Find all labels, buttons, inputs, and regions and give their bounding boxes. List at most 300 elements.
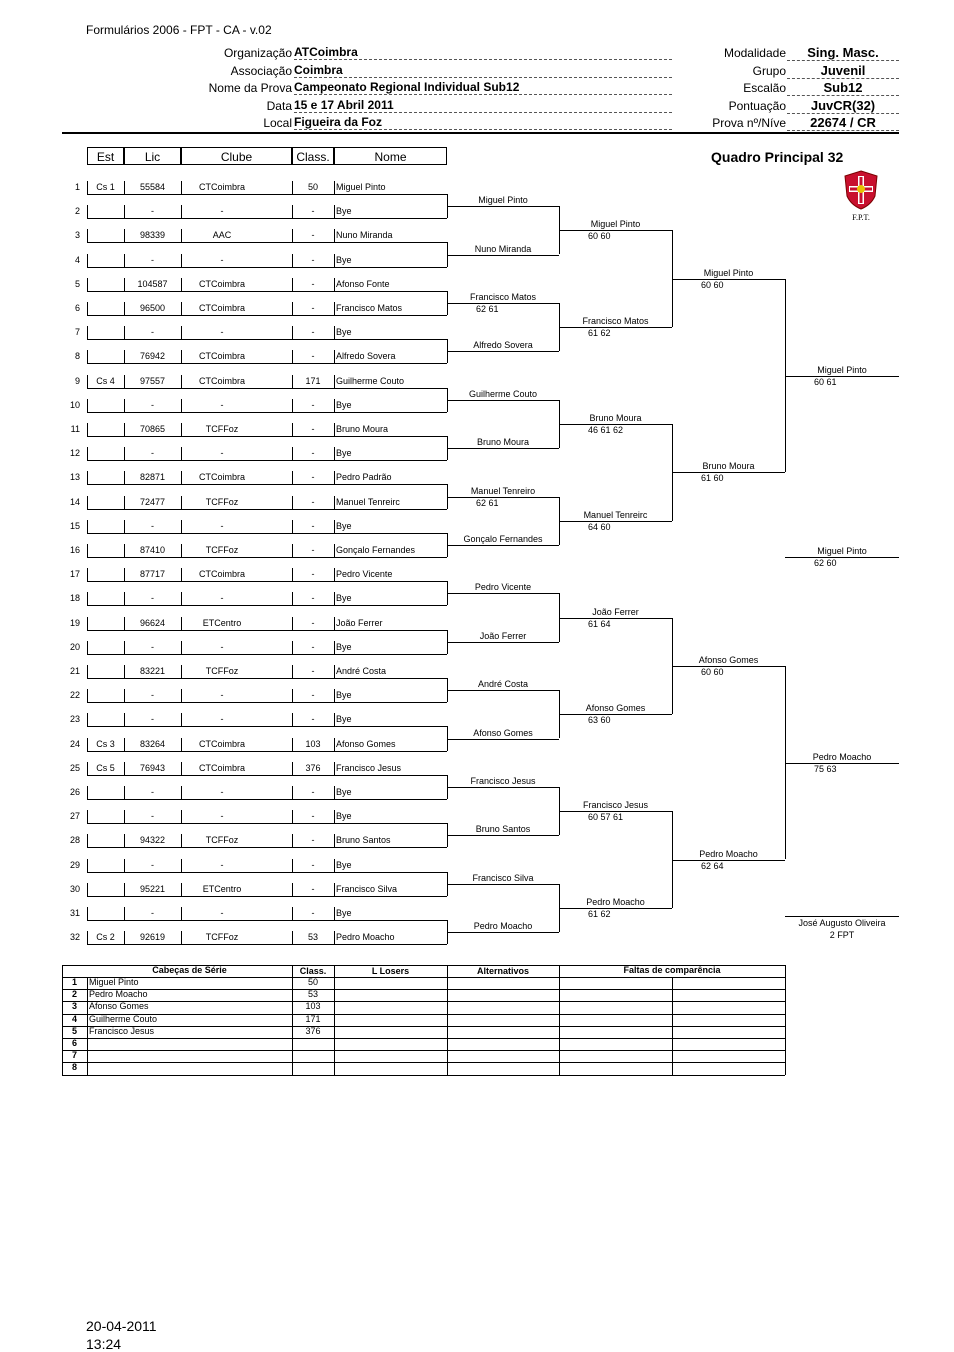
row-line bbox=[87, 920, 447, 921]
player-name: Afonso Gomes bbox=[336, 738, 396, 749]
cell-divider bbox=[124, 713, 125, 726]
cell-divider bbox=[292, 278, 293, 291]
cell-divider bbox=[181, 762, 182, 775]
cell-divider bbox=[124, 786, 125, 799]
seeds-row-line bbox=[62, 1075, 785, 1076]
row-line bbox=[87, 315, 447, 316]
header-value: JuvCR(32) bbox=[787, 98, 899, 114]
cell-divider bbox=[181, 713, 182, 726]
match-winner: Bruno Moura bbox=[702, 461, 755, 472]
cell-divider bbox=[124, 834, 125, 847]
cell-divider bbox=[181, 447, 182, 460]
match-winner: Pedro Moacho bbox=[699, 848, 758, 859]
cell-divider bbox=[181, 229, 182, 242]
license-cell: 72477 bbox=[139, 496, 166, 507]
license-cell: - bbox=[151, 593, 154, 604]
cell-divider bbox=[181, 834, 182, 847]
player-name: Guilherme Couto bbox=[336, 375, 405, 386]
club-cell: CTCoimbra bbox=[198, 762, 245, 773]
row-number: 31 bbox=[69, 908, 80, 918]
match-winner: Alfredo Sovera bbox=[473, 340, 533, 351]
cell-divider bbox=[292, 568, 293, 581]
cell-divider bbox=[181, 254, 182, 267]
seed-class: 103 bbox=[305, 1001, 321, 1012]
cell-divider bbox=[334, 326, 335, 339]
class-cell: - bbox=[311, 496, 315, 507]
club-cell: TCFFoz bbox=[205, 496, 239, 507]
license-cell: 70865 bbox=[139, 424, 166, 434]
club-cell: TCFFoz bbox=[205, 666, 239, 676]
license-cell: 87410 bbox=[139, 545, 166, 555]
club-cell: CTCoimbra bbox=[198, 351, 245, 362]
row-number: 14 bbox=[69, 496, 80, 507]
license-cell: 87717 bbox=[139, 569, 166, 580]
match-score: 62 61 bbox=[476, 303, 499, 314]
cell-divider bbox=[334, 907, 335, 920]
seed-cell: Cs 4 bbox=[96, 375, 115, 386]
match-score: 64 60 bbox=[588, 521, 611, 532]
player-name: Bruno Santos bbox=[336, 835, 391, 846]
match-winner: Guilherme Couto bbox=[468, 388, 538, 399]
seed-name: Miguel Pinto bbox=[89, 977, 139, 987]
match-winner: Pedro Moacho bbox=[812, 751, 872, 762]
license-cell: 83221 bbox=[139, 666, 166, 676]
cell-divider bbox=[334, 592, 335, 605]
seeds-col-line bbox=[87, 977, 88, 1075]
match-winner: Miguel Pinto bbox=[817, 546, 867, 556]
cell-divider bbox=[124, 641, 125, 654]
cell-divider bbox=[292, 883, 293, 896]
class-cell: - bbox=[311, 520, 315, 531]
player-name: Bye bbox=[336, 399, 352, 410]
class-cell: - bbox=[311, 690, 315, 701]
match-score: 61 62 bbox=[588, 908, 611, 919]
cell-divider bbox=[87, 471, 88, 484]
cell-divider bbox=[87, 326, 88, 339]
cell-divider bbox=[292, 229, 293, 242]
license-cell: - bbox=[151, 448, 154, 459]
player-name: Nuno Miranda bbox=[336, 230, 393, 241]
cell-divider bbox=[334, 834, 335, 847]
bracket-line bbox=[447, 884, 559, 885]
cell-divider bbox=[292, 641, 293, 654]
cell-divider bbox=[124, 326, 125, 339]
club-cell: - bbox=[220, 908, 224, 918]
player-name: João Ferrer bbox=[336, 617, 383, 628]
row-line bbox=[87, 630, 447, 631]
cell-divider bbox=[181, 399, 182, 412]
cell-divider bbox=[181, 278, 182, 291]
cell-divider bbox=[292, 181, 293, 194]
match-winner: Francisco Matos bbox=[469, 291, 537, 302]
cell-divider bbox=[334, 641, 335, 654]
bracket-line bbox=[447, 206, 559, 207]
player-name: Bye bbox=[336, 641, 352, 652]
class-cell: - bbox=[311, 908, 315, 918]
row-line bbox=[87, 775, 447, 776]
cell-divider bbox=[124, 689, 125, 702]
row-line bbox=[87, 267, 447, 268]
cell-divider bbox=[292, 520, 293, 533]
header-divider bbox=[62, 132, 899, 134]
row-number: 11 bbox=[70, 424, 80, 434]
seeds-col-line bbox=[672, 977, 673, 1075]
cell-divider bbox=[181, 471, 182, 484]
cell-divider bbox=[87, 399, 88, 412]
cell-divider bbox=[334, 762, 335, 775]
seed-number: 7 bbox=[71, 1050, 77, 1061]
column-header-nome: Nome bbox=[334, 147, 447, 165]
header-label: Nome da Prova bbox=[208, 81, 292, 95]
player-name: Pedro Vicente bbox=[336, 569, 393, 580]
cell-divider bbox=[181, 496, 182, 509]
cell-divider bbox=[87, 496, 88, 509]
cell-divider bbox=[181, 326, 182, 339]
header-value: Sing. Masc. bbox=[787, 45, 899, 61]
row-number: 19 bbox=[69, 617, 80, 628]
cell-divider bbox=[87, 859, 88, 872]
row-line bbox=[87, 460, 447, 461]
cell-divider bbox=[181, 423, 182, 436]
class-cell: 50 bbox=[307, 182, 318, 192]
cell-divider bbox=[87, 447, 88, 460]
license-cell: - bbox=[151, 787, 154, 797]
seeds-col-line bbox=[334, 965, 335, 1075]
cell-divider bbox=[292, 544, 293, 557]
license-cell: - bbox=[151, 327, 154, 338]
cell-divider bbox=[334, 810, 335, 823]
row-line bbox=[87, 218, 447, 219]
header-label: Data bbox=[266, 98, 292, 113]
license-cell: - bbox=[151, 908, 154, 918]
cell-divider bbox=[124, 859, 125, 872]
player-name: Bye bbox=[336, 448, 352, 459]
cell-divider bbox=[87, 423, 88, 436]
header-label: Grupo bbox=[752, 63, 786, 78]
match-winner: Gonçalo Fernandes bbox=[463, 533, 543, 544]
class-cell: - bbox=[311, 666, 315, 676]
cell-divider bbox=[124, 568, 125, 581]
row-number: 20 bbox=[69, 641, 80, 652]
cell-divider bbox=[334, 520, 335, 533]
match-score: 61 64 bbox=[588, 618, 611, 629]
club-cell: - bbox=[220, 787, 224, 797]
license-cell: 55584 bbox=[139, 182, 166, 192]
row-line bbox=[87, 436, 447, 437]
header-value: Juvenil bbox=[787, 63, 899, 79]
class-cell: - bbox=[311, 714, 315, 725]
club-cell: - bbox=[220, 448, 224, 459]
seeds-col-line bbox=[447, 965, 448, 1075]
class-cell: - bbox=[311, 617, 315, 628]
class-cell: - bbox=[311, 327, 315, 338]
class-cell: - bbox=[311, 448, 315, 459]
row-line bbox=[87, 194, 447, 195]
cell-divider bbox=[124, 883, 125, 896]
class-cell: - bbox=[311, 835, 315, 846]
cell-divider bbox=[87, 786, 88, 799]
match-winner: João Ferrer bbox=[479, 630, 527, 641]
cell-divider bbox=[334, 665, 335, 678]
class-cell: - bbox=[311, 351, 315, 362]
cell-divider bbox=[124, 544, 125, 557]
match-winner: Francisco Matos bbox=[582, 316, 649, 327]
header-value: Coimbra bbox=[294, 63, 672, 78]
row-line bbox=[87, 799, 447, 800]
player-name: Manuel Tenreirc bbox=[336, 496, 400, 507]
header-value: Campeonato Regional Individual Sub12 bbox=[294, 80, 672, 95]
cell-divider bbox=[334, 254, 335, 267]
license-cell: - bbox=[151, 714, 154, 725]
cell-divider bbox=[181, 931, 182, 944]
match-score: 60 61 bbox=[814, 376, 837, 387]
match-winner: Manuel Tenreiro bbox=[470, 485, 536, 496]
club-cell: CTCoimbra bbox=[198, 375, 245, 386]
row-number: 5 bbox=[74, 278, 80, 289]
seed-number: 2 bbox=[71, 989, 77, 1000]
player-name: Bye bbox=[336, 690, 352, 701]
match-score: 63 60 bbox=[588, 715, 611, 726]
club-cell: AAC bbox=[212, 230, 232, 241]
club-cell: CTCoimbra bbox=[198, 278, 245, 289]
cell-divider bbox=[292, 423, 293, 436]
club-cell: CTCoimbra bbox=[198, 472, 245, 483]
player-name: Pedro Padrão bbox=[336, 472, 392, 483]
row-line bbox=[87, 751, 447, 752]
club-cell: - bbox=[220, 593, 224, 604]
alternates-header: Alternativos bbox=[476, 966, 529, 976]
player-name: Pedro Moacho bbox=[336, 932, 395, 943]
cell-divider bbox=[124, 302, 125, 315]
class-cell: - bbox=[311, 278, 315, 289]
cell-divider bbox=[181, 350, 182, 363]
club-cell: ETCentro bbox=[202, 883, 242, 894]
player-name: Francisco Jesus bbox=[336, 762, 402, 773]
class-cell: - bbox=[311, 254, 315, 265]
header-label: Local bbox=[263, 116, 292, 130]
club-cell: TCFFoz bbox=[205, 545, 239, 555]
seeds-col-line bbox=[559, 965, 560, 1075]
row-line bbox=[87, 823, 447, 824]
cell-divider bbox=[334, 786, 335, 799]
row-number: 10 bbox=[69, 399, 80, 410]
class-cell: - bbox=[311, 206, 315, 217]
club-cell: ETCentro bbox=[202, 617, 242, 628]
row-number: 15 bbox=[69, 520, 80, 531]
club-cell: - bbox=[220, 254, 224, 265]
player-name: Bye bbox=[336, 327, 352, 338]
cell-divider bbox=[181, 520, 182, 533]
row-line bbox=[87, 291, 447, 292]
cell-divider bbox=[124, 423, 125, 436]
club-cell: - bbox=[220, 399, 224, 410]
seed-cell: Cs 1 bbox=[96, 182, 115, 192]
match-score: 60 60 bbox=[701, 279, 724, 290]
player-name: Bye bbox=[336, 714, 352, 725]
cell-divider bbox=[124, 738, 125, 751]
cell-divider bbox=[124, 399, 125, 412]
row-number: 4 bbox=[74, 254, 80, 265]
bracket-line bbox=[447, 642, 559, 643]
footer-time: 13:24 bbox=[86, 1336, 122, 1352]
match-winner: Pedro Vicente bbox=[474, 582, 532, 593]
seed-class: 171 bbox=[305, 1013, 321, 1024]
match-score: 60 60 bbox=[701, 666, 724, 677]
cell-divider bbox=[292, 447, 293, 460]
cell-divider bbox=[181, 665, 182, 678]
cell-divider bbox=[334, 496, 335, 509]
cell-divider bbox=[334, 229, 335, 242]
club-cell: - bbox=[220, 859, 224, 870]
cell-divider bbox=[334, 738, 335, 751]
seed-cell: Cs 5 bbox=[96, 762, 115, 773]
cell-divider bbox=[292, 471, 293, 484]
seed-number: 4 bbox=[71, 1013, 77, 1024]
club-cell: CTCoimbra bbox=[198, 182, 245, 192]
cell-divider bbox=[181, 859, 182, 872]
cell-divider bbox=[292, 617, 293, 630]
class-cell: - bbox=[311, 399, 315, 410]
seed-name: Guilherme Couto bbox=[89, 1013, 158, 1024]
cell-divider bbox=[334, 568, 335, 581]
seeds-col-line bbox=[785, 965, 786, 1075]
cell-divider bbox=[87, 931, 88, 944]
license-cell: - bbox=[151, 690, 154, 701]
row-line bbox=[87, 533, 447, 534]
column-header-class: Class. bbox=[292, 147, 334, 165]
cell-divider bbox=[292, 350, 293, 363]
bracket-line bbox=[447, 690, 559, 691]
player-name: Bye bbox=[336, 520, 352, 531]
cell-divider bbox=[292, 496, 293, 509]
class-cell: - bbox=[311, 472, 315, 483]
bracket-line bbox=[447, 593, 559, 594]
match-winner: Bruno Moura bbox=[589, 412, 642, 423]
row-number: 2 bbox=[74, 206, 80, 217]
cell-divider bbox=[87, 834, 88, 847]
seed-name: Francisco Jesus bbox=[89, 1025, 155, 1036]
match-score: 60 57 61 bbox=[588, 812, 624, 823]
cell-divider bbox=[181, 883, 182, 896]
match-winner: Bruno Santos bbox=[475, 824, 531, 835]
license-cell: 83264 bbox=[139, 738, 166, 749]
losers-header: L Losers bbox=[371, 966, 410, 976]
match-winner: André Costa bbox=[477, 679, 529, 690]
row-number: 6 bbox=[74, 303, 80, 313]
cell-divider bbox=[124, 181, 125, 194]
club-cell: TCFFoz bbox=[205, 932, 239, 943]
match-winner: João Ferrer bbox=[592, 606, 639, 617]
cell-divider bbox=[292, 302, 293, 315]
class-cell: - bbox=[311, 883, 315, 894]
bracket-line bbox=[447, 351, 559, 352]
cell-divider bbox=[124, 762, 125, 775]
cell-divider bbox=[124, 496, 125, 509]
player-name: Gonçalo Fernandes bbox=[336, 545, 416, 555]
bracket-line bbox=[447, 400, 559, 401]
cell-divider bbox=[124, 278, 125, 291]
cell-divider bbox=[181, 302, 182, 315]
cell-divider bbox=[124, 229, 125, 242]
cell-divider bbox=[292, 762, 293, 775]
row-line bbox=[87, 944, 447, 945]
column-header-clube: Clube bbox=[181, 147, 292, 165]
cell-divider bbox=[87, 181, 88, 194]
row-line bbox=[87, 702, 447, 703]
club-cell: CTCoimbra bbox=[198, 303, 245, 313]
row-number: 29 bbox=[69, 859, 80, 870]
row-number: 17 bbox=[69, 569, 80, 580]
bracket-line bbox=[447, 932, 559, 933]
form-title: Formulários 2006 - FPT - CA - v.02 bbox=[86, 23, 272, 37]
row-line bbox=[87, 872, 447, 873]
cell-divider bbox=[124, 350, 125, 363]
row-number: 21 bbox=[69, 666, 80, 676]
player-name: Alfredo Sovera bbox=[336, 351, 396, 362]
cell-divider bbox=[124, 471, 125, 484]
player-name: Francisco Silva bbox=[336, 883, 398, 894]
cell-divider bbox=[87, 762, 88, 775]
license-cell: 96624 bbox=[139, 617, 166, 628]
class-cell: - bbox=[311, 303, 315, 313]
club-cell: TCFFoz bbox=[205, 424, 239, 434]
cell-divider bbox=[334, 883, 335, 896]
cell-divider bbox=[124, 447, 125, 460]
match-score: 61 62 bbox=[588, 328, 611, 339]
referee-name: José Augusto Oliveira bbox=[798, 918, 886, 928]
bracket-line bbox=[447, 255, 559, 256]
class-cell: 103 bbox=[305, 738, 321, 749]
cell-divider bbox=[334, 931, 335, 944]
cell-divider bbox=[334, 205, 335, 218]
row-line bbox=[87, 605, 447, 606]
cell-divider bbox=[292, 738, 293, 751]
cell-divider bbox=[87, 278, 88, 291]
cell-divider bbox=[292, 931, 293, 944]
match-winner: Francisco Jesus bbox=[582, 800, 649, 811]
cell-divider bbox=[292, 689, 293, 702]
cell-divider bbox=[292, 399, 293, 412]
header-label: Modalidade bbox=[723, 46, 786, 60]
class-cell: - bbox=[311, 545, 315, 555]
class-cell: 376 bbox=[305, 762, 321, 773]
club-cell: - bbox=[220, 811, 224, 822]
license-cell: 104587 bbox=[137, 278, 168, 289]
cell-divider bbox=[87, 229, 88, 242]
row-number: 26 bbox=[69, 787, 80, 797]
seed-cell: Cs 2 bbox=[96, 932, 115, 943]
seeds-top-border bbox=[62, 965, 785, 966]
draw-title: Quadro Principal 32 bbox=[711, 149, 844, 165]
fpt-crest-icon bbox=[843, 170, 879, 220]
row-number: 16 bbox=[69, 545, 80, 555]
match-score: 60 60 bbox=[588, 231, 611, 242]
header-value: ATCoimbra bbox=[294, 45, 672, 60]
cell-divider bbox=[334, 399, 335, 412]
row-number: 23 bbox=[69, 714, 80, 725]
class-cell: - bbox=[311, 593, 315, 604]
cell-divider bbox=[334, 689, 335, 702]
player-name: Bye bbox=[336, 254, 352, 265]
license-cell: - bbox=[151, 641, 154, 652]
match-score: 62 60 bbox=[814, 558, 837, 568]
row-number: 24 bbox=[69, 738, 80, 749]
row-line bbox=[87, 678, 447, 679]
club-cell: - bbox=[220, 327, 224, 338]
cell-divider bbox=[292, 665, 293, 678]
club-cell: - bbox=[220, 690, 224, 701]
match-winner: Francisco Jesus bbox=[470, 775, 536, 786]
